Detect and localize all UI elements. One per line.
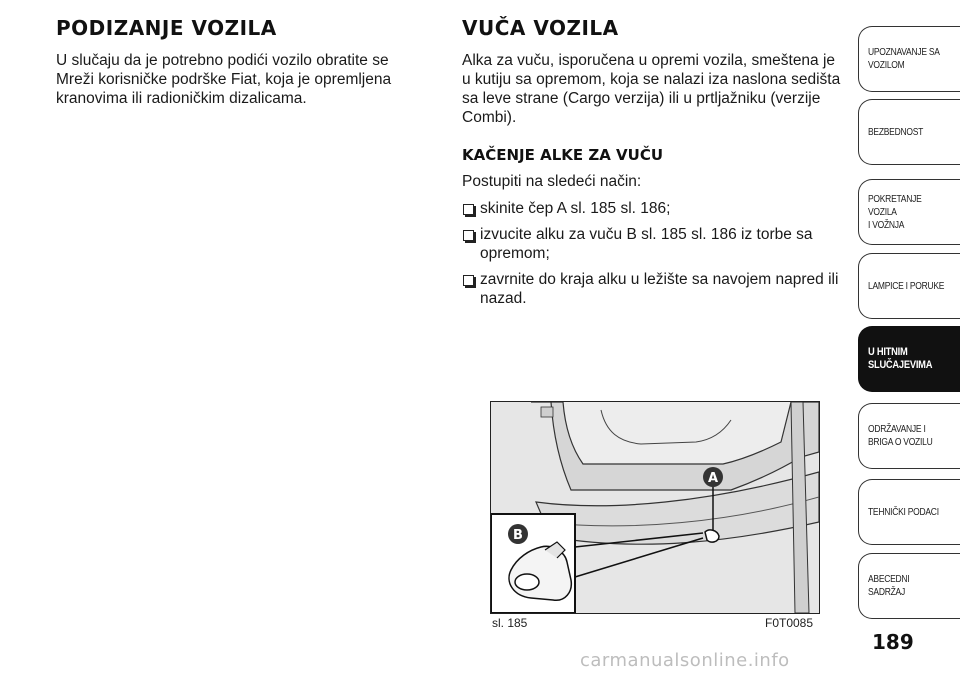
tab-tehnicki-podaci[interactable]: TEHNIČKI PODACI [858, 479, 960, 545]
tab-pokretanje[interactable]: POKRETANJE VOZILA I VOŽNJA [858, 179, 960, 245]
page-number: 189 [872, 630, 914, 654]
lifting-body-text: U slučaju da je potrebno podići vozilo obratite se Mreži korisničke podrške Fiat, koja je opremljena kranovima ili radioničkim dizalicama. [56, 52, 392, 107]
callout-a-label: A [707, 471, 719, 486]
watermark: carmanualsonline.info [580, 650, 790, 671]
towing-eye-illustration [490, 401, 820, 614]
tab-hitni-slucajevi[interactable]: U HITNIM SLUČAJEVIMA [858, 326, 960, 392]
list-item: izvucite alku za vuču B sl. 185 sl. 186 iz torbe sa opremom; [462, 225, 842, 263]
section-title-towing: VUČA VOZILA [462, 16, 619, 40]
list-item: zavrnite do kraja alku u ležište sa navojem napred ili nazad. [462, 270, 842, 308]
checkbox-bullet-icon [463, 275, 474, 286]
tab-bezbednost[interactable]: BEZBEDNOST [858, 99, 960, 165]
procedure-steps-list [462, 199, 842, 315]
tab-odrzavanje[interactable]: ODRŽAVANJE I BRIGA O VOZILU [858, 403, 960, 469]
vehicle-rear-drawing [491, 402, 819, 613]
towing-intro-text: Alka za vuču, isporučena u opremi vozila, smeštena je u kutiju sa opremom, koja se nalazi iza naslona sedišta sa leve strane (Cargo verzija) ili u prtljažniku (verzije Combi). [462, 52, 841, 126]
checkbox-bullet-icon [463, 204, 474, 215]
callout-b-label: B [513, 528, 523, 543]
subsection-title-hitching: KAČENJE ALKE ZA VUČU [462, 146, 664, 164]
tab-lampice[interactable]: LAMPICE I PORUKE [858, 253, 960, 319]
figure-caption: sl. 185 [492, 616, 528, 630]
section-title-lifting: PODIZANJE VOZILA [56, 16, 277, 40]
checkbox-bullet-icon [463, 230, 474, 241]
procedure-lead-text: Postupiti na sledeći način: [462, 173, 642, 190]
tab-upoznavanje[interactable]: UPOZNAVANJE SA VOZILOM [858, 26, 960, 92]
figure-code: F0T0085 [765, 616, 814, 630]
list-item: skinite čep A sl. 185 sl. 186; [462, 199, 842, 218]
tab-abecedni-sadrzaj[interactable]: ABECEDNI SADRŽAJ [858, 553, 960, 619]
